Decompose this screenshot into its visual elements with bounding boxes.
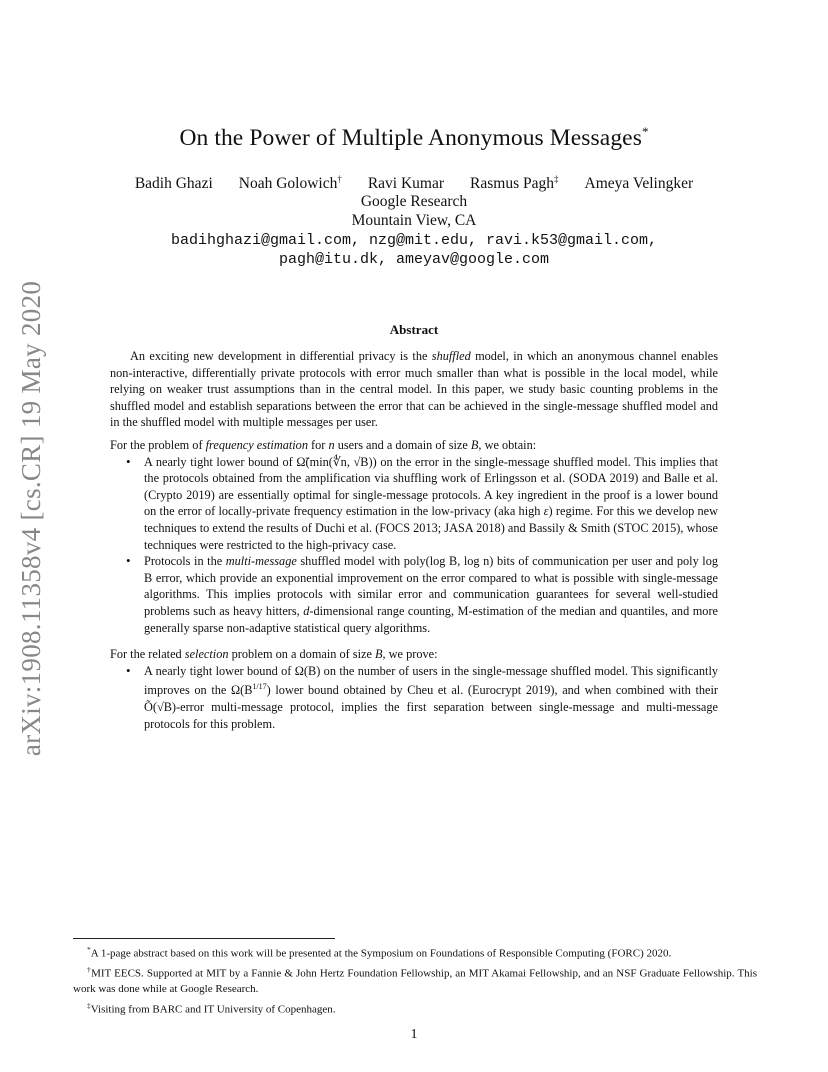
footnote-rule xyxy=(73,938,335,939)
page-number: 1 xyxy=(410,1027,418,1042)
email-line: pagh@itu.dk, ameyav@google.com xyxy=(278,251,550,268)
arxiv-id: arXiv:1908.11358v4 [cs.CR] 19 May 2020 xyxy=(16,280,47,756)
footnote: †MIT EECS. Supported at MIT by a Fannie & John Hertz Foundation Fellowship, an MIT Akamai Fellowship, and an NSF Graduate Fellowship. This work was done while at Google Research. xyxy=(73,965,758,996)
author: Ameya Velingker xyxy=(584,175,694,193)
affiliation-location: Mountain View, CA xyxy=(351,212,477,229)
abstract-paragraph: An exciting new development in differential privacy is the shuffled model, in which an anonymous channel enables non-interactive, differentially private protocols with error much smaller than what is possible in the local model, while relying on weaker trust assumptions than in the central model. In this paper, we study basic counting problems in the shuffled model and establish separations between the error that can be achieved in the single-message shuffled model and in the shuffled model with multiple messages per user. xyxy=(110,349,718,430)
author: Badih Ghazi xyxy=(134,175,213,193)
abstract-body xyxy=(110,348,718,732)
author: Rasmus Pagh‡ xyxy=(470,174,559,193)
author: Ravi Kumar xyxy=(367,175,445,193)
footnotes xyxy=(73,938,757,1018)
frequency-estimation-intro: For the problem of frequency estimation for n users and a domain of size B, we obtain: xyxy=(110,437,537,452)
list-item: • A nearly tight lower bound of Ω̃(min(∜n, √B)) on the error in the single-message shuffled model. This implies that the protocols obtained from the amplification via shuffling work of Erlingsson et al. (SODA 2019) and Balle et al. (Crypto 2019) are essentially optimal for single-message protocols. A key ingredient in the proof is a lower bound on the error of locally-private frequency estimation in the low-privacy (aka high ε) regime. For this we develop new techniques to extend the results of Duchi et al. (FOCS 2013; JASA 2018) and Bassily & Smith (STOC 2015), whose techniques were restricted to the high-privacy case. xyxy=(144,454,718,554)
frequency-estimation-results xyxy=(110,454,718,637)
email-line: badihghazi@gmail.com, nzg@mit.edu, ravi.k53@gmail.com, xyxy=(170,232,658,249)
list-item: • A nearly tight lower bound of Ω(B) on the number of users in the single-message shuffled model. This significantly improves on the $\Omega(B^{1/17})$ lower bound obtained by Cheu et al. (Eurocrypt 2019), and when combined with their Õ(√B)-error multi-message protocol, implies the first separation between single-message and multi-message protocols for this problem. xyxy=(144,663,718,732)
selection-intro: For the related selection problem on a domain of size B, we prove: xyxy=(110,647,438,662)
footnote: *A 1-page abstract based on this work will be presented at the Symposium on Foundations of Responsible Computing (FORC) 2020. xyxy=(87,945,672,960)
title-footnote-mark: * xyxy=(641,124,649,139)
abstract-heading: Abstract xyxy=(389,322,439,337)
arxiv-sidebar-stamp xyxy=(2,278,62,758)
list-item: • Protocols in the multi-message shuffled model with poly(log B, log n) bits of communication per user and poly log B error, which provide an exponential improvement on the error compared to what is possible with single-message algorithms. This implies protocols with similar error and communication guarantees for several well-studied problems such as heavy hitters, d-dimensional range counting, M-estimation of the median and quantiles, and more generally sparse non-adaptive statistical query algorithms. xyxy=(144,553,718,636)
author: Noah Golowich† xyxy=(238,174,342,193)
author-list xyxy=(0,174,828,193)
affiliation-org: Google Research xyxy=(360,193,468,210)
selection-results xyxy=(110,663,718,732)
paper-title: On the Power of Multiple Anonymous Messages* xyxy=(179,124,649,151)
footnote: ‡Visiting from BARC and IT University of Copenhagen. xyxy=(87,1000,336,1016)
